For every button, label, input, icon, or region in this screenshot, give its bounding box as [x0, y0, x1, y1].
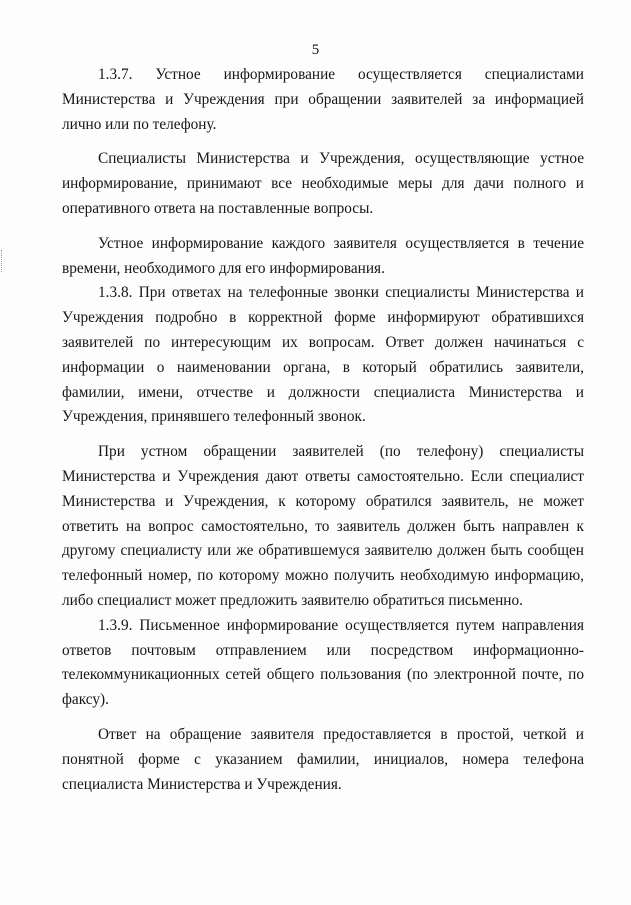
scan-margin-marks [1, 250, 5, 272]
page-number: 5 [311, 42, 320, 58]
paragraph-oral-request: При устном обращении заявителей (по телефону) специалисты Министерства и Учреждения дают ответы самостоятельно. Если специалист Министерства и Учреждения, к которому обратился заявитель, не может ответить на вопрос самостоятельно, то заявитель должен быть направлен к другому специалисту или же обратившемуся заявителю должен быть сообщен телефонный номер, по которому можно получить необходимую информацию, либо специалист может предложить заявителю обратиться письменно. [62, 443, 584, 609]
document-body [62, 63, 584, 797]
paragraph-1-3-7: 1.3.7. Устное информирование осуществляется специалистами Министерства и Учреждения при обращении заявителей за информацией лично или по телефону. [62, 66, 584, 133]
paragraph-1-3-8: 1.3.8. При ответах на телефонные звонки специалисты Министерства и Учреждения подробно в корректной форме информируют обратившихся заявителей по интересующим их вопросам. Ответ должен начинаться с информации о наименовании органа, в который обратились заявители, фамилии, имени, отчестве и должности специалиста Министерства и Учреждения, принявшего телефонный звонок. [62, 284, 584, 426]
paragraph-oral-informing: Устное информирование каждого заявителя осуществляется в течение времени, необходимого для его информирования. [62, 234, 584, 277]
paragraph-1-3-9: 1.3.9. Письменное информирование осуществляется путем направления ответов почтовым отправлением или посредством информационно-телекоммуникационных сетей общего пользования (по электронной почте, по факсу). [62, 616, 584, 709]
paragraph-response: Ответ на обращение заявителя предоставляется в простой, четкой и понятной форме с указанием фамилии, инициалов, номера телефона специалиста Министерства и Учреждения. [62, 725, 584, 793]
paragraph-specialists: Специалисты Министерства и Учреждения, осуществляющие устное информирование, принимают все необходимые меры для дачи полного и оперативного ответа на поставленные вопросы. [62, 150, 584, 217]
